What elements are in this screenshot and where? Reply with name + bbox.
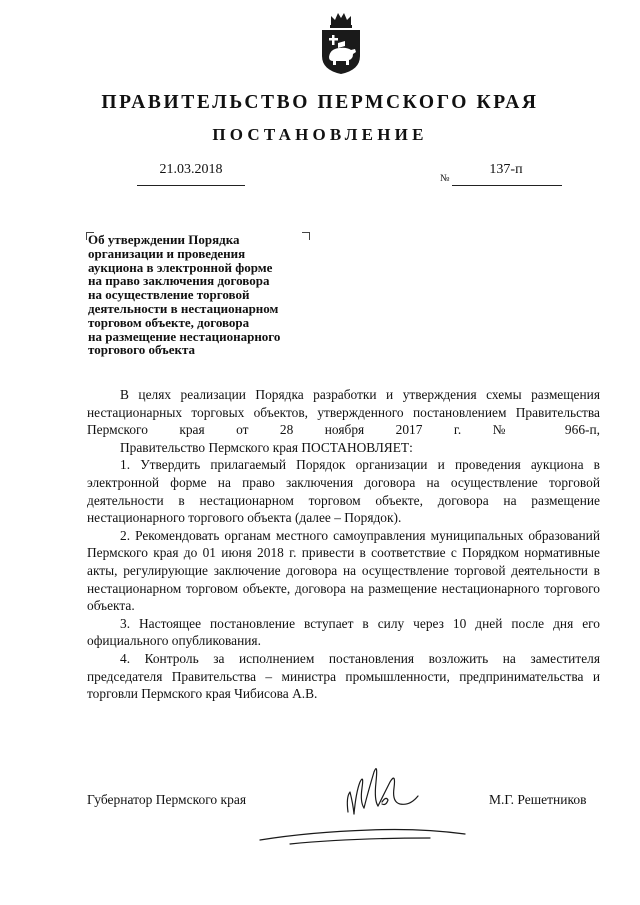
- subject-line: Об утверждении Порядка: [88, 232, 240, 247]
- document-body: [87, 386, 600, 703]
- subject-line: деятельности в нестационарном: [88, 300, 279, 316]
- document-subject: [88, 233, 313, 357]
- signer-role: Губернатор Пермского края: [87, 792, 247, 807]
- subject-line: торгового объекта: [88, 342, 196, 358]
- date-underline: [137, 185, 245, 186]
- preamble-paragraph: В целях реализации Порядка разработки и утверждения схемы размещения нестационарных торговых объектов, утвержденного постановлением Правительства Пермского края от 28 ноября 2017 г. № 966-п,: [87, 387, 600, 438]
- subject-line: на осуществление торговой: [88, 287, 250, 303]
- number-sign: №: [440, 173, 450, 184]
- subject-line: на право заключения договора: [88, 273, 270, 289]
- item-paragraph-2: 2. Рекомендовать органам местного самоуправления муниципальных образований Пермского края до 01 июня 2018 г. привести в соответствие с Порядком нормативные акты, регулирующие заключение договора на осуществление торговой деятельности в нестационарном торговом объекте, договора на размещение нестационарного торгового объекта.: [87, 527, 600, 614]
- item-paragraph-1: 1. Утвердить прилагаемый Порядок организации и проведения аукциона в электронной форме на право заключения договора на осуществление торговой деятельности в нестационарном торговом объекте, договора на размещение нестационарного торгового объекта (далее – Порядок).: [87, 457, 600, 526]
- handwritten-signature-icon: [250, 752, 480, 852]
- number-underline: [452, 185, 562, 186]
- subject-line: организации и проведения: [88, 245, 246, 261]
- document-number: 137-п: [489, 162, 523, 177]
- document-date: 21.03.2018: [159, 162, 223, 177]
- subject-line: торговом объекте, договора: [88, 314, 250, 330]
- subject-line: на размещение нестационарного: [88, 328, 281, 344]
- item-paragraph-3: 3. Настоящее постановление вступает в силу через 10 дней после дня его официального опубликования.: [87, 615, 600, 649]
- perm-krai-coat-of-arms-icon: [318, 8, 364, 76]
- document-type: ПОСТАНОВЛЕНИЕ: [212, 125, 428, 144]
- resolves-paragraph: Правительство Пермского края ПОСТАНОВЛЯЕТ:: [120, 439, 413, 455]
- item-paragraph-4: 4. Контроль за исполнением постановления возложить на заместителя председателя Правительства – министра промышленности, предпринимательства и торговли Пермского края Чибисова А.В.: [87, 650, 600, 702]
- subject-line: аукциона в электронной форме: [88, 259, 273, 275]
- signer-name: М.Г. Решетников: [489, 792, 587, 807]
- government-title: ПРАВИТЕЛЬСТВО ПЕРМСКОГО КРАЯ: [101, 92, 539, 113]
